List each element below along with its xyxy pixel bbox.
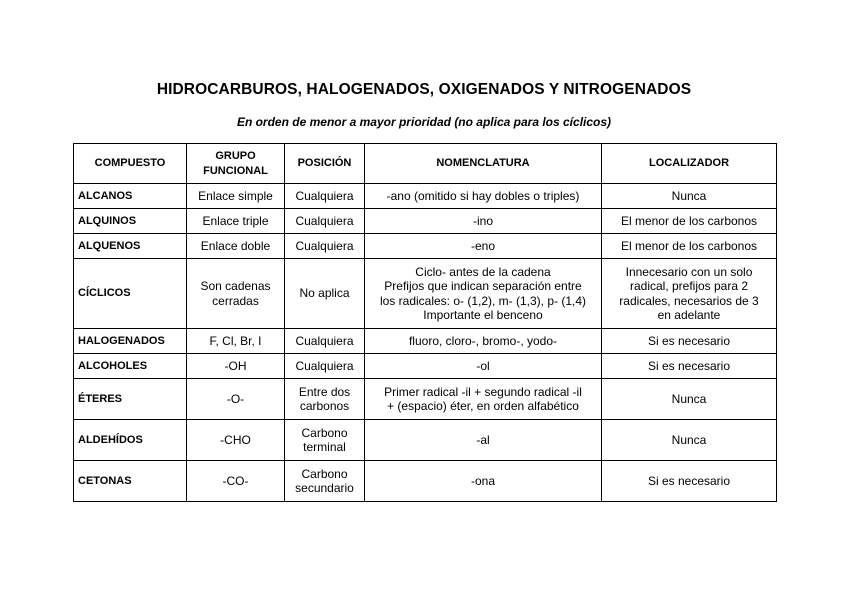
cell-grupo-funcional: Enlace triple: [187, 209, 285, 234]
cell-nomenclatura: -eno: [365, 234, 602, 259]
header-posicion: POSICIÓN: [285, 144, 365, 184]
table-row: [74, 379, 777, 420]
cell-localizador: Si es necesario: [602, 329, 777, 354]
cell-nomenclatura: -al: [365, 420, 602, 461]
cell-compuesto: HALOGENADOS: [74, 329, 187, 354]
page-subtitle: En orden de menor a mayor prioridad (no aplica para los cíclicos): [236, 115, 612, 129]
cell-compuesto: ALQUINOS: [74, 209, 187, 234]
cell-localizador: Innecesario con un solo radical, prefijos para 2 radicales, necesarios de 3 en adelante: [602, 259, 777, 329]
table-header-row: [74, 144, 777, 184]
cell-compuesto: ÉTERES: [74, 379, 187, 420]
table-row: [74, 461, 777, 502]
cell-posicion: Cualquiera: [285, 234, 365, 259]
header-grupo-funcional: GRUPO FUNCIONAL: [187, 144, 285, 184]
table-row: [74, 184, 777, 209]
cell-localizador: Nunca: [602, 184, 777, 209]
compounds-table: [73, 143, 777, 502]
cell-compuesto: CÍCLICOS: [74, 259, 187, 329]
cell-localizador: Si es necesario: [602, 461, 777, 502]
cell-posicion: Carbono secundario: [285, 461, 365, 502]
cell-posicion: Cualquiera: [285, 354, 365, 379]
cell-posicion: Cualquiera: [285, 209, 365, 234]
cell-grupo-funcional: -O-: [187, 379, 285, 420]
cell-nomenclatura: fluoro, cloro-, bromo-, yodo-: [365, 329, 602, 354]
header-localizador: LOCALIZADOR: [602, 144, 777, 184]
cell-localizador: El menor de los carbonos: [602, 234, 777, 259]
cell-grupo-funcional: F, Cl, Br, I: [187, 329, 285, 354]
cell-nomenclatura: -ino: [365, 209, 602, 234]
cell-localizador: Nunca: [602, 420, 777, 461]
cell-posicion: Cualquiera: [285, 329, 365, 354]
table-row: [74, 234, 777, 259]
cell-localizador: Si es necesario: [602, 354, 777, 379]
cell-compuesto: ALCANOS: [74, 184, 187, 209]
table-row: [74, 209, 777, 234]
table-row: [74, 259, 777, 329]
cell-localizador: El menor de los carbonos: [602, 209, 777, 234]
cell-grupo-funcional: -OH: [187, 354, 285, 379]
cell-posicion: Entre dos carbonos: [285, 379, 365, 420]
cell-compuesto: ALQUENOS: [74, 234, 187, 259]
cell-grupo-funcional: Enlace doble: [187, 234, 285, 259]
cell-posicion: No aplica: [285, 259, 365, 329]
cell-nomenclatura: -ol: [365, 354, 602, 379]
cell-nomenclatura: -ona: [365, 461, 602, 502]
cell-grupo-funcional: -CO-: [187, 461, 285, 502]
cell-compuesto: CETONAS: [74, 461, 187, 502]
cell-compuesto: ALDEHÍDOS: [74, 420, 187, 461]
table-row: [74, 329, 777, 354]
cell-posicion: Cualquiera: [285, 184, 365, 209]
cell-compuesto: ALCOHOLES: [74, 354, 187, 379]
cell-localizador: Nunca: [602, 379, 777, 420]
table-row: [74, 354, 777, 379]
cell-grupo-funcional: -CHO: [187, 420, 285, 461]
table-row: [74, 420, 777, 461]
cell-grupo-funcional: Son cadenas cerradas: [187, 259, 285, 329]
cell-grupo-funcional: Enlace simple: [187, 184, 285, 209]
cell-nomenclatura: Ciclo- antes de la cadena Prefijos que indican separación entre los radicales: o- (1,2), m- (1,3), p- (1,4) Importante el benceno: [365, 259, 602, 329]
header-nomenclatura: NOMENCLATURA: [365, 144, 602, 184]
cell-posicion: Carbono terminal: [285, 420, 365, 461]
page-title: HIDROCARBUROS, HALOGENADOS, OXIGENADOS Y NITROGENADOS: [156, 81, 692, 98]
cell-nomenclatura: Primer radical -il + segundo radical -il + (espacio) éter, en orden alfabético: [365, 379, 602, 420]
cell-nomenclatura: -ano (omitido si hay dobles o triples): [365, 184, 602, 209]
header-compuesto: COMPUESTO: [74, 144, 187, 184]
